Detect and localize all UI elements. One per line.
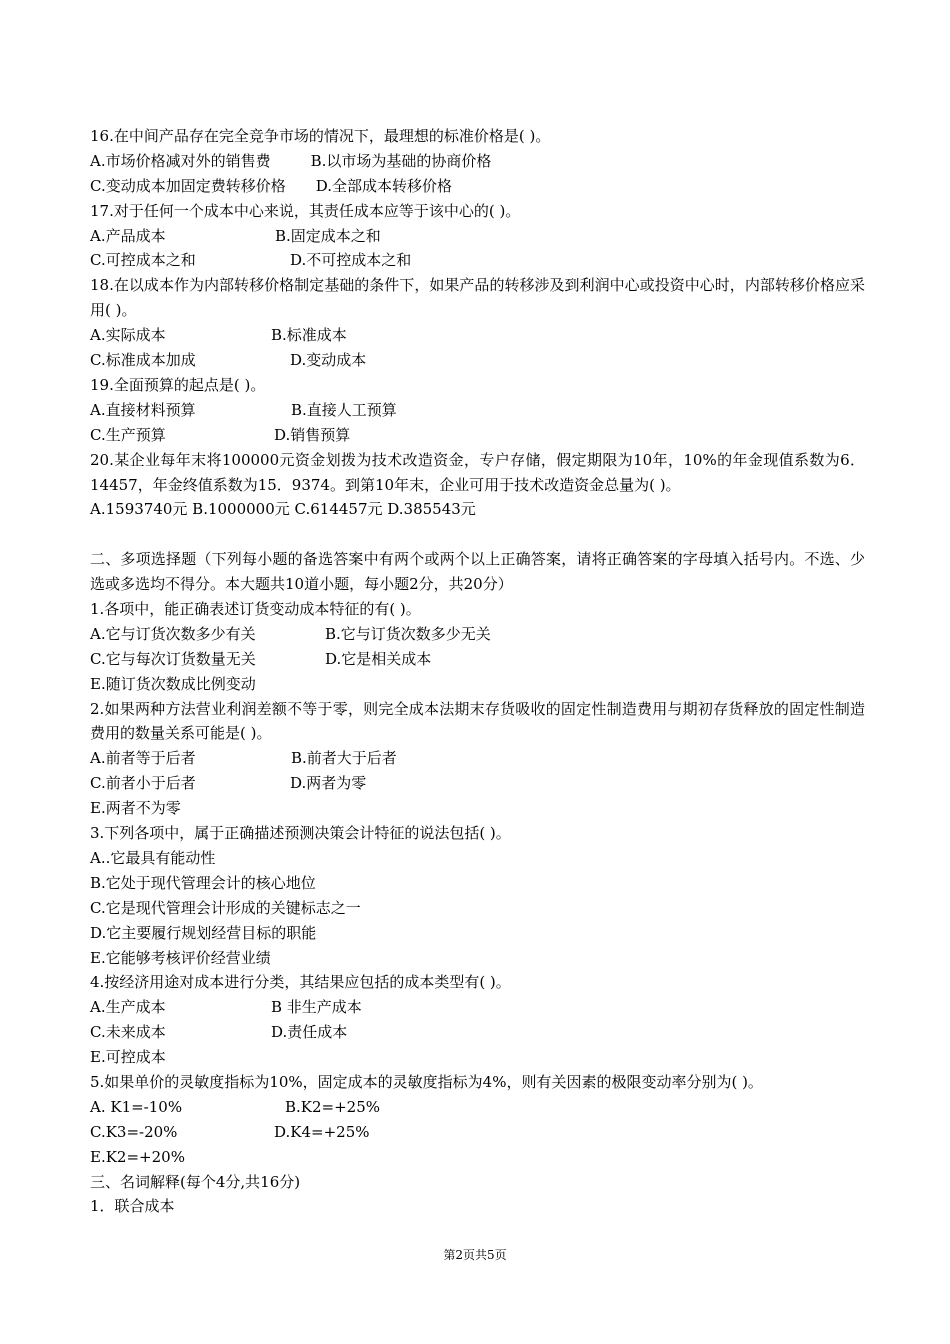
option-row bbox=[90, 323, 865, 348]
answer-option: A.直接材料预算 bbox=[90, 400, 196, 419]
answer-option: C.变动成本加固定费转移价格 bbox=[90, 176, 286, 195]
option-row bbox=[90, 149, 865, 174]
text-line: 1.各项中，能正确表述订货变动成本特征的有( )。 bbox=[90, 600, 421, 619]
question-paragraph: 18.在以成本作为内部转移价格制定基础的条件下，如果产品的转移涉及到利润中心或投资中心时，内部转移价格应采用( )。 bbox=[90, 276, 865, 320]
option-row bbox=[90, 423, 865, 448]
answer-option: C.未来成本 bbox=[90, 1023, 166, 1042]
answer-option: A. K1=-10% bbox=[90, 1097, 183, 1116]
option-row bbox=[90, 1095, 865, 1120]
answer-option: B.前者大于后者 bbox=[291, 749, 397, 768]
answer-option: D.不可控成本之和 bbox=[290, 251, 412, 270]
answer-option: A.它与订货次数多少有关 bbox=[90, 624, 256, 643]
text-line: A.1593740元 B.1000000元 C.614457元 D.385543元 bbox=[90, 500, 476, 519]
answer-option: B 非生产成本 bbox=[271, 998, 362, 1017]
option-row bbox=[90, 995, 865, 1020]
text-line: 16.在中间产品存在完全竞争市场的情况下，最理想的标准价格是( )。 bbox=[90, 127, 551, 145]
answer-option: B.它与订货次数多少无关 bbox=[325, 624, 491, 643]
answer-option: A.生产成本 bbox=[90, 998, 166, 1017]
answer-option: B.K2=+25% bbox=[285, 1097, 381, 1116]
answer-option: D.两者为零 bbox=[290, 774, 367, 793]
answer-option: A.实际成本 bbox=[90, 326, 166, 345]
option-row bbox=[90, 174, 865, 199]
option-row bbox=[90, 1020, 865, 1045]
question-paragraph: 20.某企业每年末将100000元资金划拨为技术改造资金，专户存储，假定期限为10年，10%的年金现值系数为6．14457，年金终值系数为15．9374。到第10年末，企业可用于技术改造资金总量为( )。 bbox=[90, 450, 865, 494]
text-line: E.可控成本 bbox=[90, 1048, 166, 1067]
option-row bbox=[90, 348, 865, 373]
text-line: C.它是现代管理会计形成的关键标志之一 bbox=[90, 898, 361, 917]
text-line: 17.对于任何一个成本中心来说，其责任成本应等于该中心的( )。 bbox=[90, 201, 521, 220]
answer-option: D.销售预算 bbox=[274, 425, 351, 444]
answer-option: C.标准成本加成 bbox=[90, 351, 196, 370]
answer-option: C.可控成本之和 bbox=[90, 251, 196, 270]
text-line: 5.如果单价的灵敏度指标为10%，固定成本的灵敏度指标为4%，则有关因素的极限变动率分别为( )。 bbox=[90, 1072, 763, 1091]
option-row bbox=[90, 647, 865, 672]
answer-option: B.以市场为基础的协商价格 bbox=[310, 151, 492, 170]
answer-option: D.K4=+25% bbox=[274, 1122, 370, 1141]
text-line: 3.下列各项中，属于正确描述预测决策会计特征的说法包括( )。 bbox=[90, 824, 511, 843]
option-row bbox=[90, 746, 865, 771]
answer-option: D.它是相关成本 bbox=[325, 649, 432, 668]
text-line: 4.按经济用途对成本进行分类，其结果应包括的成本类型有( )。 bbox=[90, 973, 511, 992]
answer-option: D.责任成本 bbox=[271, 1023, 348, 1042]
page-content bbox=[90, 124, 865, 1219]
answer-option: D.变动成本 bbox=[290, 351, 367, 370]
text-line: E.两者不为零 bbox=[90, 799, 181, 818]
answer-option: B.标准成本 bbox=[271, 326, 347, 345]
text-line: A..它最具有能动性 bbox=[90, 848, 216, 867]
answer-option: D.全部成本转移价格 bbox=[315, 176, 452, 195]
text-line: B.它处于现代管理会计的核心地位 bbox=[90, 873, 316, 892]
answer-option: C.前者小于后者 bbox=[90, 774, 196, 793]
answer-option: A.前者等于后者 bbox=[90, 749, 196, 768]
option-row bbox=[90, 1120, 865, 1145]
answer-option: C.它与每次订货数量无关 bbox=[90, 649, 256, 668]
answer-option: A.产品成本 bbox=[90, 226, 166, 245]
option-row bbox=[90, 771, 865, 796]
answer-option: C.生产预算 bbox=[90, 425, 166, 444]
option-row bbox=[90, 248, 865, 273]
option-row bbox=[90, 398, 865, 423]
text-line: E.K2=+20% bbox=[90, 1147, 185, 1166]
text-line: E.它能够考核评价经营业绩 bbox=[90, 948, 271, 967]
text-line: D.它主要履行规划经营目标的职能 bbox=[90, 923, 317, 942]
answer-option: B.固定成本之和 bbox=[275, 226, 381, 245]
text-line: 三、名词解释(每个4分,共16分) bbox=[90, 1172, 301, 1191]
answer-option: C.K3=-20% bbox=[90, 1122, 178, 1141]
answer-option: A.市场价格减对外的销售费 bbox=[90, 151, 271, 170]
option-row bbox=[90, 224, 865, 249]
text-line: 19.全面预算的起点是( )。 bbox=[90, 375, 266, 394]
question-paragraph: 2.如果两种方法营业利润差额不等于零，则完全成本法期末存货吸收的固定性制造费用与期初存货释放的固定性制造费用的数量关系可能是( )。 bbox=[90, 699, 865, 743]
text-line: 1．联合成本 bbox=[90, 1197, 175, 1216]
option-row bbox=[90, 622, 865, 647]
page-footer: 第2页共5页 bbox=[443, 1248, 507, 1262]
text-line: E.随订货次数成比例变动 bbox=[90, 674, 256, 693]
blank-line bbox=[90, 522, 865, 547]
question-paragraph: 二、多项选择题（下列每小题的备选答案中有两个或两个以上正确答案，请将正确答案的字母填入括号内。不选、少选或多选均不得分。本大题共10道小题，每小题2分，共20分） bbox=[90, 550, 865, 594]
answer-option: B.直接人工预算 bbox=[291, 400, 397, 419]
